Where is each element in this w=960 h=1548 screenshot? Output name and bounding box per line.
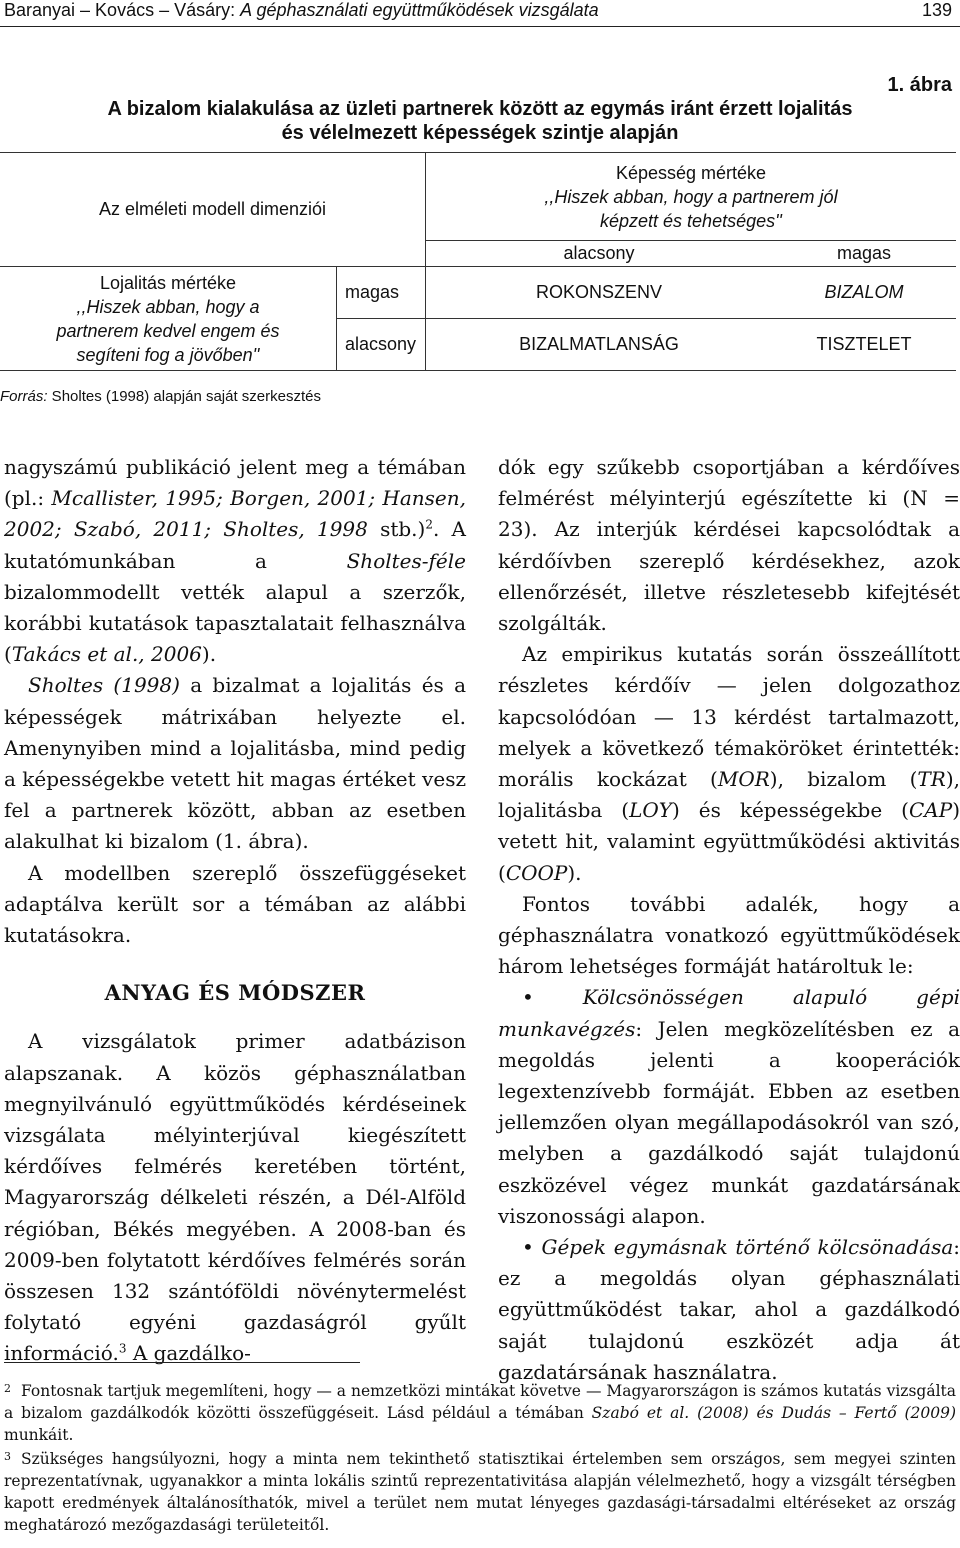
bullet-title: Gépek egymásnak történő kölcsönadása <box>541 1235 954 1260</box>
dimensions-label: Az elméleti modell dimenziói <box>98 199 327 219</box>
right-paragraph-3: Fontos további adalék, hogy a géphasználatra vonatkozó együttműködések három lehetséges formáját határoltuk le: <box>498 891 960 979</box>
left-paragraph-4 <box>4 1026 466 1369</box>
section-heading: ANYAG ÉS MÓDSZER <box>104 980 366 1006</box>
footnote-ref-3: 3 <box>118 1341 127 1356</box>
figure-title-line2: és vélelmezett képességek szintje alapján <box>281 122 679 144</box>
left-paragraph-3: A modellben szereplő összefüggéseket adaptálva került sor a témában az alábbi kutatásokra. <box>4 860 466 948</box>
citation: Szabó et al. (2008) és Dudás – Fertő (2009) <box>591 1404 956 1422</box>
bullet-title: Kölcsönösségen alapuló gépi munkavégzés <box>498 985 960 1041</box>
footnote-rule <box>4 1362 360 1363</box>
text-span: stb.) <box>367 517 426 542</box>
citation-list: Mcallister, 1995; Borgen, 2001; Hansen, 2002; Szabó, 2011; Sholtes, 1998 <box>4 486 466 542</box>
bullet-icon: • <box>522 1235 542 1260</box>
loyalty-high-label: magas <box>337 267 426 319</box>
ability-quote: ,,Hiszek abban, hogy a partnerem jól képzett és tehetséges'' <box>544 186 838 231</box>
citation: Sholtes-féle <box>346 548 466 573</box>
text-span: Szükséges hangsúlyozni, hogy a minta nem tekinthető statisztikai értelemben sem országos, sem megyei szinten reprezentatívnak, ugyanakkor a minta lokális szintű reprezentativitása alapján vélelmezhető, hogy a vizsgált térségben kapott eredmények általánosíthatók, mivel a terület nem mutat lényeges gazdasági-társadalmi eltéréseket az ország meghatározó mezőgazdasági területeitől. <box>4 1450 956 1534</box>
ability-header <box>426 153 957 241</box>
citation: Takács et al., 2006 <box>11 642 202 667</box>
text-span: ) vetett hit, valamint együttműködési aktivitás ( <box>498 798 960 885</box>
text-span: : Jelen megközelítésben ez a megoldás jelenti a kooperációk legextenzívebb formáját. Ebben az esetben jellemzően olyan megállapodásokról van szó, melyben a gazdálkodó saját tulajdonú eszközével végez munkát gazdatársának viszonossági alapon. <box>498 1016 960 1228</box>
text-span: a bizalmat a lojalitás és a képességek mátrixában helyezte el. Amenynyiben mind a lojalitásba, mind pedig a képességekbe vetett hit magas értéket vesz fel a partnerek között, abban az esetben alakulhat ki bizalom (1. ábra). <box>4 673 466 854</box>
text-span: A gazdálko- <box>126 1341 251 1366</box>
ability-title: Képesség mértéke <box>615 162 767 183</box>
text-span: A vizsgálatok primer adatbázison alapszanak. A közös géphasználatban megnyilvánuló együttműködés kérdéseinek vizsgálata mélyinterjúval kiegészített kérdőíves felmérés keretében történt, Magyarország délkeleti részén, a Dél-Alföld régióban, Békés megyében. A 2008-ban és 2009-ben folytatott kérdőíves felmérés során összesen 132 szántóföldi növénytermelést folytató egyéni gazdaságról gyűlt információ. <box>4 1029 466 1366</box>
page-number: 139 <box>921 0 952 20</box>
header-article-title: A géphasználati együttműködések vizsgálata <box>240 0 599 20</box>
source-label: Forrás: <box>0 388 48 405</box>
text-span: Fontosnak tartjuk megemlíteni, hogy — a nemzetközi mintákat követve — Magyarországon is számos kutatás vizsgálta a bizalom gazdálkodók közötti összefüggéseit. Lásd például a témában <box>4 1382 956 1422</box>
left-paragraph-2 <box>4 670 466 857</box>
abbr-mor: MOR <box>717 767 770 792</box>
text-span: ), lojalitásba ( <box>498 767 960 823</box>
left-paragraph-1 <box>4 452 466 670</box>
figure-label: 1. ábra <box>887 74 952 96</box>
loyalty-header <box>0 267 337 371</box>
text-span: bizalommodellt vették alapul a szerzők, korábbi kutatások tapasztalatait felhasználva ( <box>4 579 466 667</box>
right-paragraph-2 <box>498 639 960 889</box>
citation: Sholtes (1998) <box>28 673 180 698</box>
abbr-cap: CAP <box>908 798 953 823</box>
header-rule <box>0 26 960 27</box>
cell-distrust: BIZALMATLANSÁG <box>426 319 773 371</box>
text-span: ), bizalom ( <box>769 767 918 792</box>
footnotes <box>4 1378 956 1536</box>
left-column <box>4 452 466 1370</box>
running-header <box>0 0 960 24</box>
text-span: ) és képességekbe ( <box>671 798 909 823</box>
abbr-coop: COOP <box>505 860 568 885</box>
abbr-loy: LOY <box>629 798 672 823</box>
figure-source <box>0 388 321 405</box>
trust-matrix-table <box>0 152 956 371</box>
header-citation <box>4 0 599 21</box>
ability-low-label: alacsony <box>426 241 773 267</box>
dimensions-header <box>0 153 426 267</box>
bullet-item-2 <box>498 1232 960 1388</box>
right-column <box>498 452 960 1388</box>
loyalty-title: Lojalitás mértéke <box>99 272 237 293</box>
text-span: munkáit. <box>4 1426 74 1444</box>
text-span: Az empirikus kutatás során összeállított részletes kérdőív — jelen dolgozathoz kapcsolódóan — 13 kérdést tartalmazott, melyek a következő témaköröket érintették: morális kockázat ( <box>498 642 960 792</box>
right-paragraph-1: dók egy szűkebb csoportjában a kérdőíves felmérést mélyinterjú egészítette ki (N = 23). Az interjúk kérdései kapcsolódtak a kérdőívben szereplő kérdésekhez, azok ellenőrzését, illetve részletesebb kifejtését szolgálták. <box>498 455 960 636</box>
text-span: nagyszámú publikáció jelent meg a témában (pl.: <box>4 455 466 511</box>
footnote-ref-2: 2 <box>425 517 433 532</box>
bullet-icon: • <box>522 985 583 1010</box>
ability-high-label: magas <box>772 241 956 267</box>
cell-trust: BIZALOM <box>772 267 956 319</box>
source-text: Sholtes (1998) alapján saját szerkesztés <box>47 388 321 405</box>
cell-respect: TISZTELET <box>772 319 956 371</box>
footnote-2 <box>4 1378 956 1446</box>
cell-sympathy: ROKONSZENV <box>426 267 773 319</box>
bullet-item-1 <box>498 982 960 1232</box>
footnote-number: 2 <box>4 1382 11 1395</box>
footnote-number: 3 <box>4 1450 11 1463</box>
figure-title-line1: A bizalom kialakulása az üzleti partnerek között az egymás iránt érzett lojalitás <box>107 98 853 120</box>
text-span: ). <box>567 860 582 885</box>
abbr-tr: TR <box>917 767 946 792</box>
text-span: . A kutatómunkában a <box>4 517 466 573</box>
text-span: ). <box>201 642 217 667</box>
footnote-3 <box>4 1446 956 1536</box>
text-span: : ez a megoldás olyan géphasználati együttműködést takar, ahol a gazdálkodó saját tulajdonú eszközét adja át gazdatársának használatra. <box>498 1235 960 1384</box>
loyalty-quote: ,,Hiszek abban, hogy a partnerem kedvel engem és segíteni fog a jövőben'' <box>56 296 280 365</box>
header-authors: Baranyai – Kovács – Vásáry: <box>4 0 241 20</box>
loyalty-low-label: alacsony <box>337 319 426 371</box>
